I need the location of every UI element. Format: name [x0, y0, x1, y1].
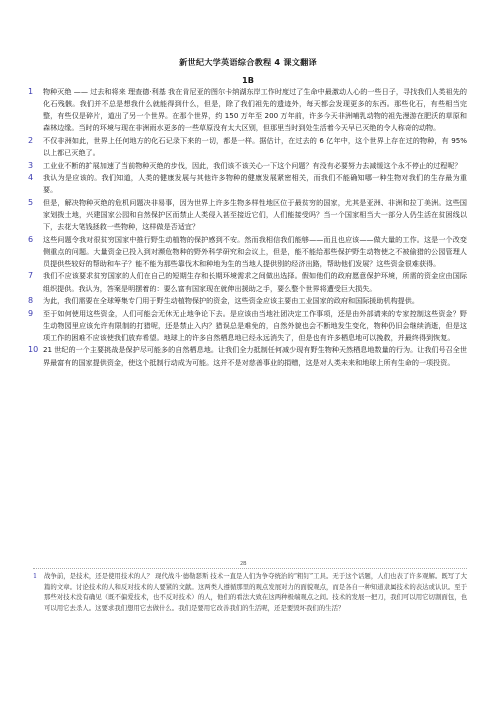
paragraph-number: 2 [28, 135, 34, 145]
paragraph-text: 我认为是应该的。我们知道，人类的健康发展与其他许多物种的健康发展紧密相关，而我们不能确知哪一种生物对我们的生存最为重要。 [43, 173, 467, 195]
second-section-paragraph [33, 571, 467, 614]
paragraph-text: 21 世纪的一个主要挑战是保护尽可能多的自然栖息地。让我们全力抵制任何减少现有野生物种天然栖息地数量的行为。让我们号召全世界最富有的国家提供资金，使这个抵制行动成为可能。这并不是对慈善事业的捐赠，这是对人类未来和地球上所有生命的一项投资。 [43, 345, 467, 367]
paragraph-number: 4 [28, 173, 34, 183]
paragraph-text: 物种灭绝 —— 过去和将来 理查德·利基 我在肯尼亚的图尔卡纳湖东岸工作时度过了生命中最激动人心的一些日子，寻找我们人类祖先的化石残骸。我们并不总是想我什么就能得到什么，但是，除了我们祖先的遗迹外，每天都会发现更多的东西。那些化石，有些相当完整，有些仅是碎片，道出了另一个世界。在那个世界，约 150 万年至 200 万年前，许多今天非洲哺乳动物的祖先漫游在肥沃的草原和森林边缘。当时的环境与现在非洲雨水更多的一些草原没有太大区别，但那里当时到处生活着今天早已灭绝的令人称奇的动物。 [43, 87, 467, 133]
page-title: 新世纪大学英语综合教程 4 课文翻译 [179, 57, 317, 67]
paragraph-5 [28, 197, 467, 233]
paragraph-8 [28, 295, 467, 307]
paragraph-text: 我们不应该要求贫穷国家的人们在自己的短期生存和长期环境需求之间做出选择。假如他们的政府愿意保护环境，所需的资金应由国际组织提供。我认为，答案是明摆着的：要么富有国家现在就伸出援助之手，要么整个世界将遭受巨大损失。 [43, 271, 467, 293]
paragraph-text: 但是，解决物种灭绝的危机问题决非易事，因为世界上许多生物多样性地区位于最贫穷的国家，尤其是亚洲、非洲和拉丁美洲。这些国家划拨土地，兴建国家公园和自然保护区而禁止人类侵入甚至接近它们，人们能接受吗？当一个国家相当大一部分人仍生活在贫困线以下，去花大笔钱拯救一些物种，这样做是否适宜？ [43, 197, 467, 232]
paragraph-text: 战争前，是技术，还是使用技术的人？ 现代战斗·德勒瑟斯 技术一直是人们为争夺统治的“粗钉”工具。无于这个话题，人们也表了许多观解。既写了大篇的文章。讨论技术的人和反对技术的人要紧的文献。这两类人遵循那里的观点发展对力的面貌观点，而是各自一种知道隶属技术的表达或认识。至于那些对技术没有确见（既不偏爱技术，也不反对技术）的人，他们的看法大致在这两种极端观点之间。技术的发展一把刀，我们可以用它切割面包，也可以用它去杀人。这要求我们想用它去做什么。我们是要用它改善我们的生活呢，还是要毁坏我们的生活？ [44, 572, 467, 613]
paragraph-text: 至于如何使用这些资金，人们可能会无休无止地争论下去。是应该由当地社团决定工作事项，还是由外部请来的专家控制这些资金？野生动物园里应该允许有限制的打猎呢，还是禁止入内？猎误总是难免的，自然外貌也会不断地发生变化，物种仍旧会继续消逝，但是这项工作的困难不应该使我们放弃希望。地球上的许多自然栖息地已经永远消失了，但是也有许多栖息地可以挽救，并最终得到恢复。 [43, 308, 467, 342]
page-subtitle: 1B [242, 75, 254, 85]
translation-body [28, 86, 467, 369]
paragraph-text: 这些问题令我对很贫穷国家中推行野生动植物的保护感到不安。然而我相信我们能够——而且也应该——做大量的工作。这是一个改变侧重点的问题。大量资金已投入到对濒危物种的野外科学研究和会议上，但是，能不能给那些保护野生动物使之不被偷猎的公园管理人员提供些较好的帮助和车子？能不能为那些靠伐木和种地为生的当地人提供别的经济出路，帮助他们发展？这些资金很难获得。 [43, 234, 467, 268]
paragraph-number: 8 [28, 296, 34, 306]
paragraph-number: 3 [28, 160, 34, 170]
paragraph-number: 1 [33, 572, 38, 580]
paragraph-6 [28, 234, 467, 270]
paragraph-4 [28, 172, 467, 196]
paragraph-number: 6 [28, 234, 34, 244]
paragraph-number: 5 [28, 197, 34, 207]
section-marker: 2B [240, 561, 247, 567]
paragraph-2 [28, 135, 467, 159]
paragraph-text: 不仅非洲如此，世界上任何地方的化石记录下来的一切，都是一样。据估计，在过去的 6 亿年中，这个世界上存在过的物种，有 95%以上都已灭绝了。 [43, 135, 467, 157]
paragraph-7 [28, 270, 467, 294]
paragraph-number: 1 [28, 87, 34, 96]
second-section [33, 568, 467, 614]
paragraph-text: 为此，我们需要在全球筹集专门用于野生动植物保护的资金，这些资金应该主要由工业国家的政府和国际援助机构提供。 [43, 296, 419, 306]
paragraph-number: 7 [28, 271, 34, 281]
paragraph-1 [28, 86, 467, 134]
paragraph-10 [28, 344, 467, 368]
paragraph-number: 9 [28, 308, 34, 318]
paragraph-9 [28, 308, 467, 344]
paragraph-number: 10 [28, 345, 39, 355]
paragraph-text: 工业业不断的扩展加速了当前物种灭绝的步伐，因此，我们该不该关心一下这个问题？有没有必要努力去减缓这个永不停止的过程呢？ [43, 160, 462, 170]
paragraph-3 [28, 160, 467, 172]
